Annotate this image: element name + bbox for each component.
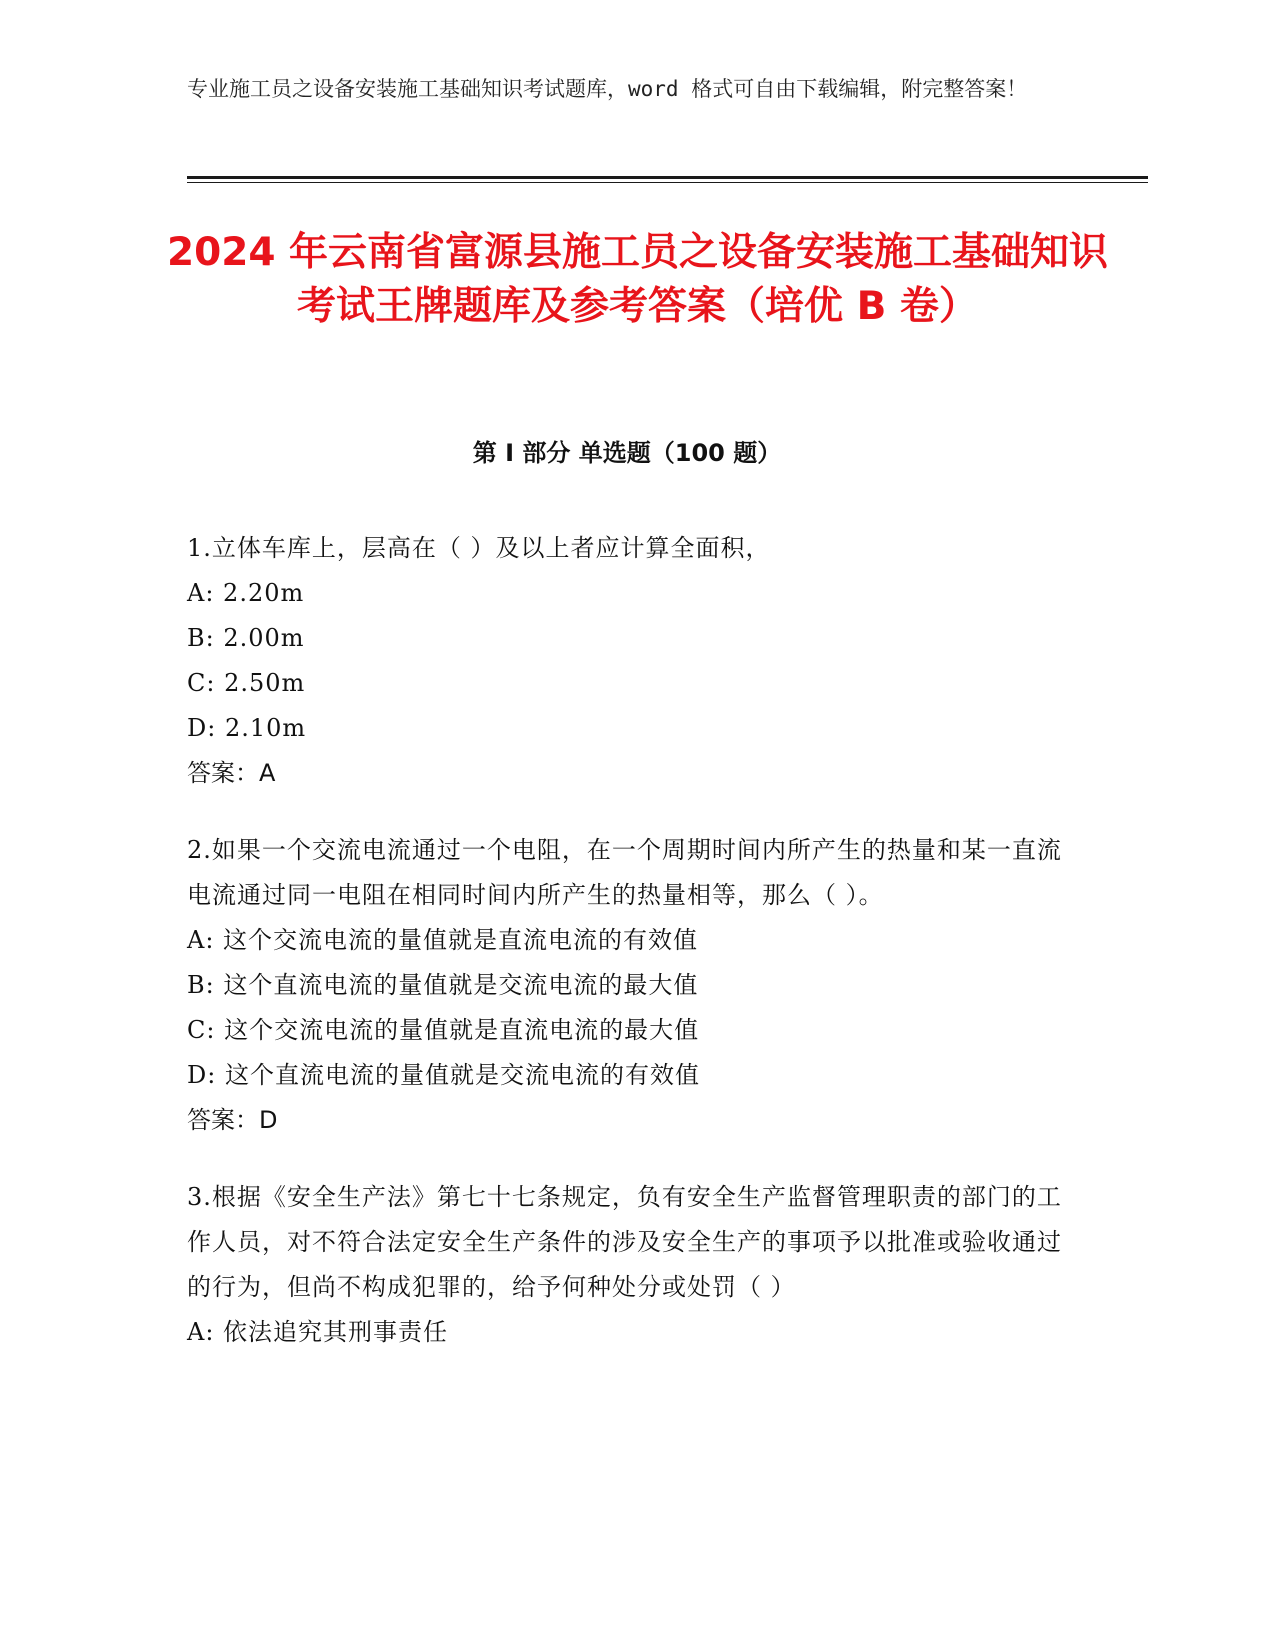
- option-a: A: 2.20m: [187, 579, 305, 607]
- option-c: C: 这个交流电流的量值就是直流电流的最大值: [187, 1016, 700, 1044]
- answer-key: 答案：A: [187, 759, 276, 787]
- option-d: D: 2.10m: [187, 714, 307, 742]
- header-divider-thick: [187, 176, 1148, 179]
- header-note: 专业施工员之设备安装施工基础知识考试题库，word 格式可自由下载编辑，附完整答案！: [187, 77, 1028, 101]
- question-3: [187, 1175, 1067, 1355]
- question-list: [187, 526, 1067, 1387]
- question-stem: 2.如果一个交流电流通过一个电阻，在一个周期时间内所产生的热量和某一直流电流通过同一电阻在相同时间内所产生的热量相等，那么（ ）。: [187, 836, 1062, 909]
- question-2: [187, 828, 1067, 1143]
- option-d: D: 这个直流电流的量值就是交流电流的有效值: [187, 1061, 700, 1089]
- question-1: [187, 526, 1067, 796]
- answer-key: 答案：D: [187, 1106, 278, 1134]
- option-a: A: 依法追究其刑事责任: [187, 1318, 449, 1346]
- option-b: B: 2.00m: [187, 624, 305, 652]
- option-c: C: 2.50m: [187, 669, 306, 697]
- section-title: 第 I 部分 单选题（100 题）: [472, 439, 782, 467]
- document-title: 2024 年云南省富源县施工员之设备安装施工基础知识考试王牌题库及参考答案（培优 B 卷）: [166, 230, 1109, 329]
- header-divider-thin: [187, 182, 1148, 183]
- option-b: B: 这个直流电流的量值就是交流电流的最大值: [187, 971, 699, 999]
- question-stem: 3.根据《安全生产法》第七十七条规定，负有安全生产监督管理职责的部门的工作人员，对不符合法定安全生产条件的涉及安全生产的事项予以批准或验收通过的行为，但尚不构成犯罪的，给予何种处分或处罚（ ）: [187, 1183, 1062, 1301]
- question-stem: 1.立体车库上，层高在（ ）及以上者应计算全面积，: [187, 534, 771, 562]
- option-a: A: 这个交流电流的量值就是直流电流的有效值: [187, 926, 699, 954]
